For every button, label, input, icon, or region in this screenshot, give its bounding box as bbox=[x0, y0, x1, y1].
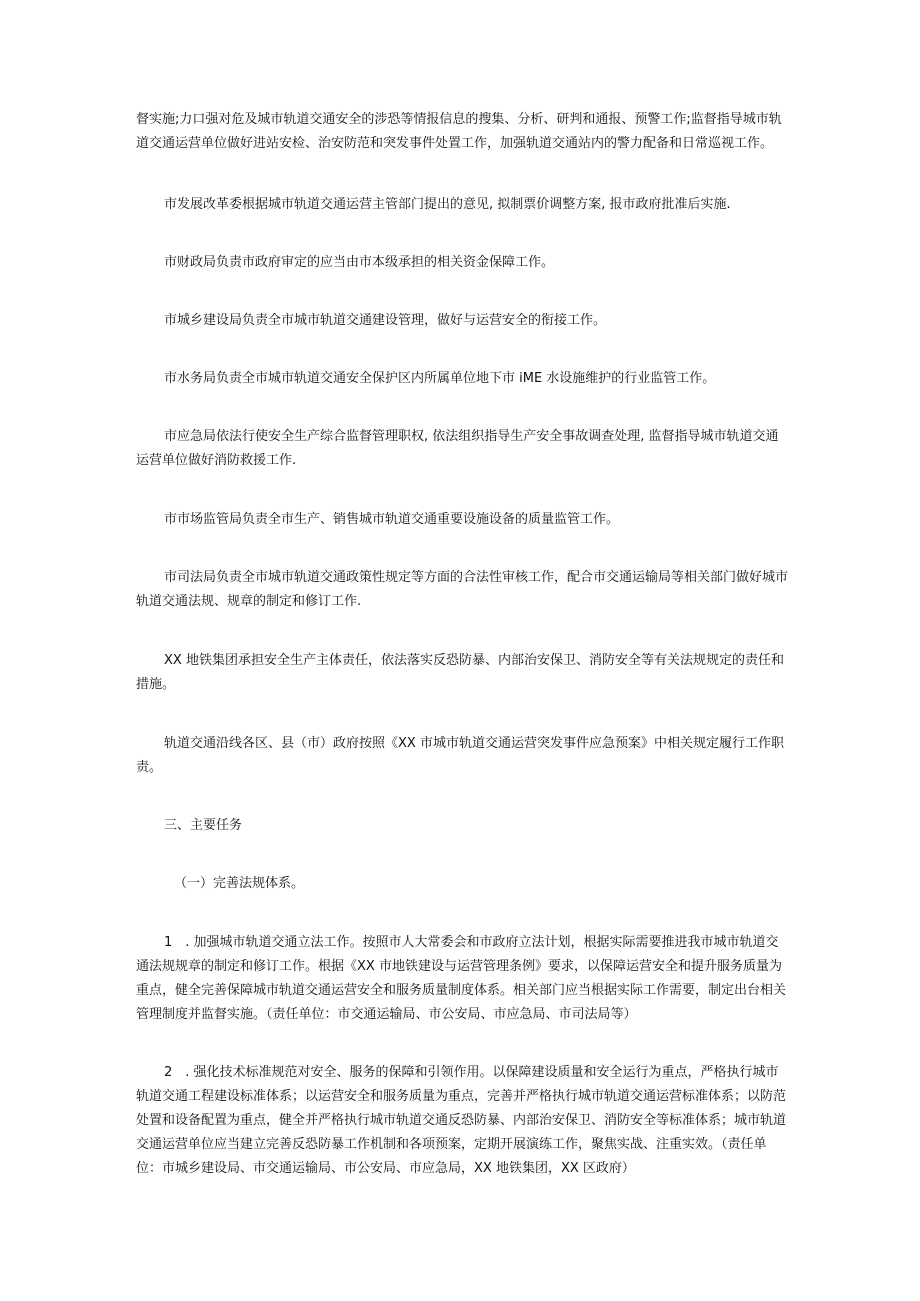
paragraph-development-reform: 市发展改革委根据城市轨道交通运营主管部门提出的意见, 拟制票价调整方案, 报市政府批准后实施. bbox=[164, 197, 731, 212]
paragraph-task-2-technical-standards: 2 . 强化技术标准规范对安全、服务的保障和引领作用。以保障建设质量和安全运行为重点，严格执行城市轨道交通工程建设标准体系；以运营安全和服务质量为重点，完善并严格执行城市轨道交通运营标准体系；以防范处置和设备配置为重点，健全并严格执行城市轨道交通反恐防暴、内部治安保卫、消防安全等标准体系；城市轨道交通运营单位应当建立完善反恐防暴工作机制和各项预案，定期开展演练工作，聚焦实战、注重实效。（责任单位：市城乡建设局、市交通运输局、市公安局、市应急局，XX 地铁集团，XX 区政府） bbox=[136, 1065, 787, 1176]
paragraph-judicial-bureau: 市司法局负责全市城市轨道交通政策性规定等方面的合法性审核工作，配合市交通运输局等相关部门做好城市轨道交通法规、规章的制定和修订工作. bbox=[136, 570, 789, 609]
paragraph-finance-bureau: 市财政局负责市政府审定的应当由市本级承担的相关资金保障工作。 bbox=[164, 255, 555, 270]
paragraph-task-1-legislation: 1 . 加强城市轨道交通立法工作。按照市人大常委会和市政府立法计划，根据实际需要推进我市城市轨道交通法规规章的制定和修订工作。根据《XX 市地铁建设与运营管理条例》要求，以保障运营安全和提升服务质量为重点，健全完善保障城市轨道交通运营安全和服务质量制度体系。相关部门应当根据实际工作需要，制定出台相关管理制度并监督实施。（责任单位：市交通运输局、市公安局、市应急局、市司法局等） bbox=[136, 935, 787, 1022]
subsection-heading-regulation-system: （一）完善法规体系。 bbox=[174, 876, 305, 891]
paragraph-urban-rural-construction: 市城乡建设局负责全市城市轨道交通建设管理，做好与运营安全的衔接工作。 bbox=[164, 313, 607, 328]
paragraph-metro-group: XX 地铁集团承担安全生产主体责任，依法落实反恐防暴、内部治安保卫、消防安全等有关法规规定的责任和措施。 bbox=[136, 653, 784, 692]
paragraph-district-governments: 轨道交通沿线各区、县（市）政府按照《XX 市城市轨道交通运营突发事件应急预案》中相关规定履行工作职责。 bbox=[136, 736, 784, 775]
paragraph-public-security-continued: 督实施;力口强对危及城市轨道交通安全的涉恐等情报信息的搜集、分析、研判和通报、预警工作;监督指导城市轨道交通运营单位做好进站安检、治安防范和突发事件处置工作，加强轨道交通站内的警力配备和日常巡视工作。 bbox=[136, 112, 782, 151]
paragraph-water-affairs: 市水务局负责全市城市轨道交通安全保护区内所属单位地下市 iME 水设施维护的行业监管工作。 bbox=[164, 371, 716, 386]
paragraph-emergency-management: 市应急局依法行使安全生产综合监督管理职权, 依法组织指导生产安全事故调查处理, 监督指导城市轨道交通运营单位做好消防救援工作. bbox=[136, 429, 779, 468]
section-heading-main-tasks: 三、主要任务 bbox=[164, 818, 243, 833]
paragraph-market-supervision: 市市场监管局负责全市生产、销售城市轨道交通重要设施设备的质量监管工作。 bbox=[164, 512, 620, 527]
